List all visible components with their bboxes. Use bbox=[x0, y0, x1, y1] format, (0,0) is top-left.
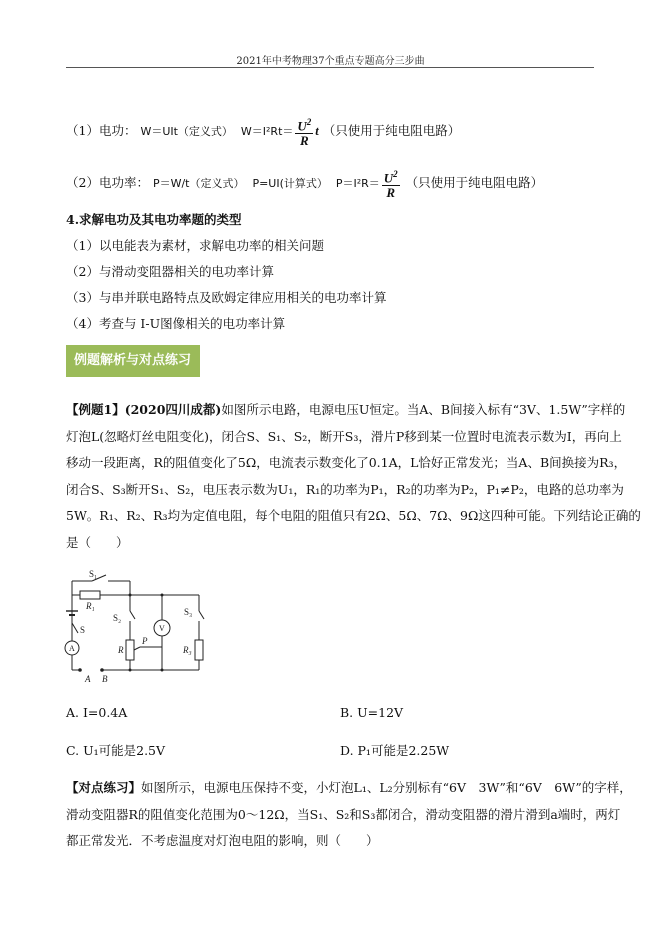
label-s3: S₃ bbox=[184, 607, 193, 617]
formula1-num: U bbox=[297, 118, 307, 134]
example1-line-5: 5W。R₁、R₂、R₃均为定值电阻，每个电阻的阻值只有2Ω、5Ω、7Ω、9Ω这四种可能。下列结论正确的 bbox=[66, 508, 641, 523]
example1-line-2: 灯泡L(忽略灯丝电阻变化)，闭合S、S₁、S₂，断开S₃，滑片P移到某一位置时电流表示数为I，再向上 bbox=[66, 428, 622, 444]
formula1-fraction: $\frac{U^2}{R}$ bbox=[297, 117, 312, 149]
section4-item-4: （4）考查与 I-U图像相关的电功率计算 bbox=[66, 316, 286, 331]
option-b: B. U=12V bbox=[340, 705, 404, 720]
label-voltmeter: V bbox=[159, 624, 165, 633]
formula2-num: U bbox=[383, 170, 394, 186]
section4-item-2: （2）与滑动变阻器相关的电功率计算 bbox=[66, 264, 274, 279]
practice-tag: 【对点练习】 bbox=[66, 780, 142, 795]
option-d: D. P₁可能是2.25W bbox=[340, 743, 450, 758]
label-terminal-b: B bbox=[102, 674, 108, 684]
resistor-r3 bbox=[195, 640, 203, 660]
section4-item-3: （3）与串并联电路特点及欧姆定律应用相关的电功率计算 bbox=[66, 290, 387, 305]
formula1-note: （只使用于纯电阻电路） bbox=[322, 123, 461, 139]
practice-text bbox=[66, 775, 632, 855]
label-terminal-a: A bbox=[85, 674, 91, 684]
section4-item-1: （1）以电能表为素材，求解电功率的相关问题 bbox=[66, 238, 324, 253]
example1-text bbox=[66, 397, 641, 556]
label-s: S bbox=[80, 625, 86, 635]
formula1-prefix: W＝I²Rt＝ bbox=[240, 125, 294, 139]
formula2-prefix: P＝I²R＝ bbox=[335, 177, 380, 191]
terminal-a-dot bbox=[78, 668, 82, 672]
formula1-def: W＝UIt（定义式） bbox=[140, 125, 233, 139]
label-s2: S₂ bbox=[113, 613, 122, 623]
label-s1: S₁ bbox=[89, 569, 98, 579]
formula-line-2 bbox=[66, 167, 543, 200]
rheostat-r bbox=[126, 640, 134, 660]
formula1-label: （1）电功： bbox=[66, 123, 137, 139]
terminal-b-dot bbox=[100, 668, 104, 672]
practice-line-1: 如图所示，电源电压保持不变，小灯泡L₁、L₂分别标有“6V 3W”和“6V 6W”的字样， bbox=[141, 780, 632, 795]
section4-title: 4.求解电功及其电功率题的类型 bbox=[66, 212, 242, 227]
resistor-r1 bbox=[80, 591, 100, 599]
label-p: P bbox=[142, 636, 148, 646]
example1-tag: 【例题1】(2020四川成都) bbox=[66, 402, 222, 417]
practice-line-3: 都正常发光．不考虑温度对灯泡电阻的影响，则（ ） bbox=[66, 833, 379, 848]
formula2-note: （只使用于纯电阻电路） bbox=[405, 175, 544, 191]
formula1-den: R bbox=[300, 133, 309, 149]
example1-line-4: 闭合S、S₃断开S₁、S₂，电压表示数为U₁，R₁的功率为P₁，R₂的功率为P₂，P₁≠P₂，电路的总功率为 bbox=[66, 481, 624, 497]
page-header: 2021年中考物理37个重点专题高分三步曲 bbox=[236, 56, 425, 67]
formula2-def: P＝W/t（定义式） bbox=[152, 177, 245, 191]
example1-line-6: 是（ ） bbox=[66, 534, 129, 550]
practice-line-2: 滑动变阻器R的阻值变化范围为0～12Ω，当S₁、S₂和S₃都闭合，滑动变阻器的滑片滑到a端时，两灯 bbox=[66, 806, 621, 822]
formula-line-1 bbox=[66, 115, 460, 148]
label-r1: R₁ bbox=[86, 601, 95, 611]
circuit-diagram bbox=[62, 565, 222, 687]
label-r: R bbox=[118, 645, 124, 655]
formula2-fraction: $\frac{U^2}{R}$ bbox=[383, 169, 398, 201]
option-a: A. I=0.4A bbox=[66, 705, 128, 720]
formula2-label: （2）电功率： bbox=[66, 175, 149, 191]
header-divider bbox=[66, 67, 594, 68]
example1-line-1: 如图所示电路，电源电压U恒定。当A、B间接入标有“3V、1.5W”字样的 bbox=[221, 402, 626, 417]
formula1-t: t bbox=[315, 124, 319, 139]
label-ammeter: A bbox=[69, 644, 75, 653]
label-r3: R₃ bbox=[183, 645, 192, 655]
example1-line-3: 移动一段距离，R的阻值变化了5Ω，电流表示数变化了0.1A，L恰好正常发光；当A、B间换接为R₃， bbox=[66, 455, 627, 470]
formula2-den: R bbox=[386, 185, 396, 201]
section-banner: 例题解析与对点练习 bbox=[66, 345, 200, 377]
option-c: C. U₁可能是2.5V bbox=[66, 743, 166, 758]
formula2-calc: P=UI(计算式） bbox=[252, 177, 328, 191]
